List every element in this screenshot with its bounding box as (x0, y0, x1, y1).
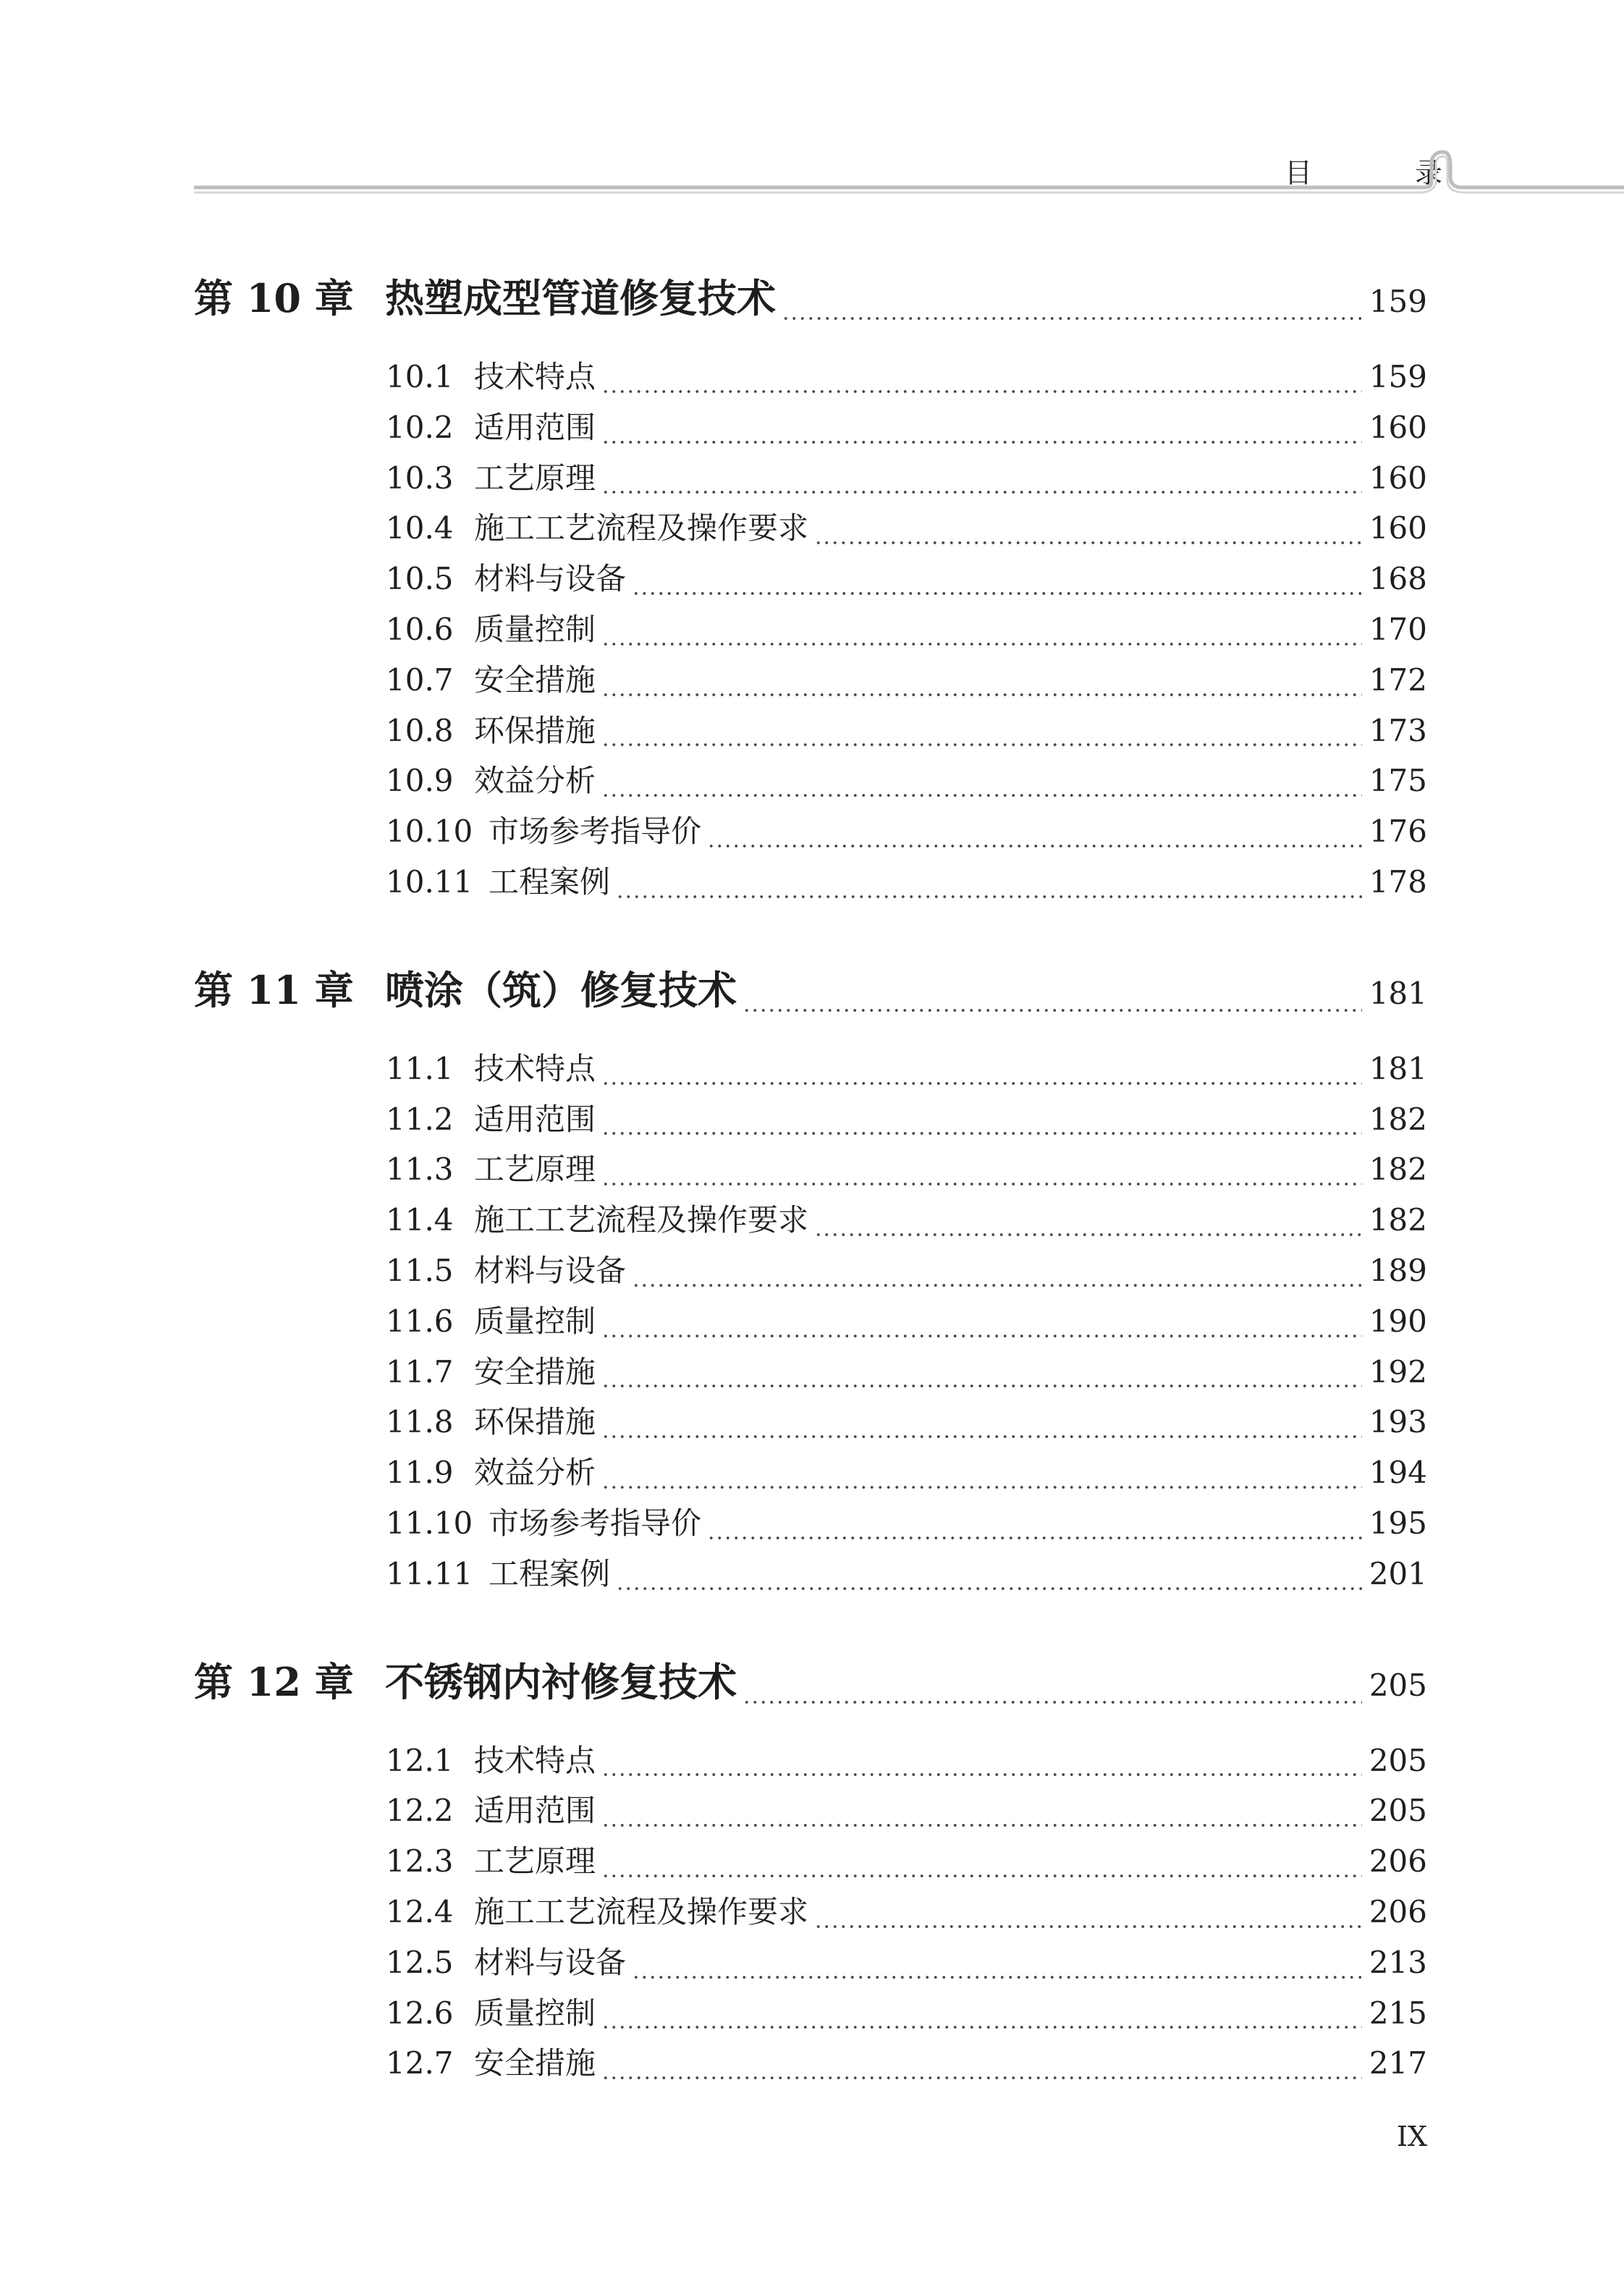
section-page-number: 190 (1369, 1303, 1427, 1339)
dot-leader (601, 1181, 1362, 1187)
section-number: 10.1 (386, 359, 454, 394)
header-rule (0, 145, 1624, 203)
section-page-number: 194 (1369, 1455, 1427, 1491)
section-page-number: 195 (1369, 1505, 1427, 1541)
dot-leader (707, 1535, 1362, 1541)
section-title: 安全措施 (474, 1353, 596, 1390)
section-title: 技术特点 (474, 359, 596, 394)
dot-leader (814, 1924, 1362, 1929)
toc-section-entry[interactable] (194, 555, 1427, 606)
section-title: 适用范围 (474, 1101, 596, 1137)
dot-leader (814, 540, 1362, 546)
chapter-title: 喷涂（筑）修复技术 (385, 966, 737, 1013)
header-title: 目 录 (1285, 157, 1481, 189)
section-title: 技术特点 (474, 1050, 596, 1086)
chapter-title: 热塑成型管道修复技术 (385, 275, 776, 321)
section-page-number: 176 (1369, 813, 1427, 850)
dot-leader (601, 1873, 1362, 1879)
section-number: 10.11 (386, 863, 473, 900)
dot-leader (743, 1007, 1362, 1013)
toc-section-entry[interactable] (194, 1298, 1427, 1348)
toc-section-entry[interactable] (194, 1096, 1427, 1146)
section-page-number: 189 (1369, 1252, 1427, 1288)
toc-section-entry[interactable] (194, 1247, 1427, 1298)
dot-leader (601, 2075, 1362, 2081)
toc-chapter-entry[interactable] (194, 268, 1427, 340)
section-page-number: 193 (1369, 1404, 1427, 1440)
section-title: 工艺原理 (474, 460, 596, 496)
section-number: 11.6 (386, 1303, 454, 1339)
section-title: 安全措施 (474, 662, 596, 698)
section-number: 10.8 (386, 712, 454, 748)
section-number: 11.10 (386, 1505, 473, 1541)
dot-leader (707, 843, 1362, 849)
toc-section-entry[interactable] (194, 1787, 1427, 1838)
dot-leader (601, 692, 1362, 698)
section-page-number: 160 (1369, 510, 1427, 546)
dot-leader (632, 591, 1362, 596)
dot-leader (601, 1333, 1362, 1339)
page-number: IX (1397, 2121, 1428, 2152)
dot-leader (601, 1081, 1362, 1086)
section-page-number: 205 (1369, 1742, 1427, 1778)
section-number: 12.1 (386, 1742, 454, 1778)
toc-section-entry[interactable] (194, 808, 1427, 858)
dot-leader (601, 1434, 1362, 1440)
section-page-number: 159 (1369, 359, 1427, 394)
section-number: 12.7 (386, 2045, 454, 2081)
section-number: 11.11 (386, 1555, 473, 1592)
section-number: 12.6 (386, 1995, 454, 2031)
chapter-page-number: 159 (1369, 284, 1427, 319)
dot-leader (601, 1130, 1362, 1136)
section-title: 工艺原理 (474, 1151, 596, 1188)
toc-section-entry[interactable] (194, 2040, 1427, 2090)
section-number: 11.7 (386, 1353, 454, 1390)
section-title: 材料与设备 (474, 1944, 627, 1980)
section-title: 环保措施 (474, 1404, 596, 1440)
dot-leader (601, 1383, 1362, 1389)
section-title: 市场参考指导价 (489, 1505, 702, 1541)
toc-section-entry[interactable] (194, 1449, 1427, 1500)
section-page-number: 201 (1369, 1555, 1427, 1592)
section-number: 11.8 (386, 1404, 454, 1440)
chapter-number: 第 11 章 (194, 966, 354, 1013)
section-page-number: 170 (1369, 611, 1427, 647)
section-number: 11.1 (386, 1050, 454, 1086)
section-title: 质量控制 (474, 611, 596, 647)
dot-leader (601, 1822, 1362, 1828)
toc-section-entry[interactable] (194, 1398, 1427, 1449)
section-title: 工艺原理 (474, 1843, 596, 1880)
section-title: 施工工艺流程及操作要求 (474, 1893, 809, 1929)
section-page-number: 206 (1369, 1843, 1427, 1880)
toc-section-entry[interactable] (194, 353, 1427, 404)
section-title: 质量控制 (474, 1303, 596, 1339)
dot-leader (616, 894, 1362, 900)
toc-chapter-entry[interactable] (194, 960, 1427, 1032)
toc-section-entry[interactable] (194, 858, 1427, 909)
toc-section-entry[interactable] (194, 606, 1427, 656)
section-page-number: 205 (1369, 1793, 1427, 1829)
section-title: 安全措施 (474, 2045, 596, 2081)
section-title: 工程案例 (489, 863, 611, 900)
toc-section-entry[interactable] (194, 656, 1427, 707)
dot-leader (601, 489, 1362, 495)
section-page-number: 160 (1369, 409, 1427, 445)
section-number: 10.5 (386, 561, 454, 597)
section-number: 11.9 (386, 1455, 454, 1491)
section-title: 环保措施 (474, 712, 596, 748)
section-number: 11.5 (386, 1252, 454, 1288)
toc-section-entry[interactable] (194, 1550, 1427, 1601)
section-number: 10.3 (386, 460, 454, 496)
section-number: 10.6 (386, 611, 454, 647)
section-number: 12.5 (386, 1944, 454, 1980)
section-page-number: 173 (1369, 712, 1427, 748)
section-number: 11.3 (386, 1151, 454, 1188)
toc-section-entry[interactable] (194, 1838, 1427, 1888)
section-page-number: 182 (1369, 1151, 1427, 1188)
section-page-number: 217 (1369, 2045, 1427, 2081)
section-title: 质量控制 (474, 1995, 596, 2031)
section-page-number: 192 (1369, 1353, 1427, 1390)
chapter-page-number: 181 (1369, 975, 1427, 1011)
toc-section-entry[interactable] (194, 504, 1427, 555)
dot-leader (814, 1232, 1362, 1238)
chapter-page-number: 205 (1369, 1667, 1427, 1703)
section-title: 市场参考指导价 (489, 813, 702, 850)
section-page-number: 206 (1369, 1893, 1427, 1929)
section-page-number: 178 (1369, 863, 1427, 900)
dot-leader (601, 742, 1362, 748)
section-number: 11.2 (386, 1101, 454, 1137)
section-title: 适用范围 (474, 409, 596, 445)
toc-section-entry[interactable] (194, 707, 1427, 758)
section-page-number: 181 (1369, 1050, 1427, 1086)
section-number: 10.10 (386, 813, 473, 850)
section-title: 效益分析 (474, 763, 596, 799)
section-title: 材料与设备 (474, 1252, 627, 1288)
toc-section-entry[interactable] (194, 1888, 1427, 1939)
section-page-number: 182 (1369, 1101, 1427, 1137)
toc-section-entry[interactable] (194, 1348, 1427, 1399)
section-page-number: 175 (1369, 763, 1427, 799)
dot-leader (601, 792, 1362, 798)
section-number: 10.4 (386, 510, 454, 546)
dot-leader (632, 1282, 1362, 1288)
section-title: 适用范围 (474, 1793, 596, 1829)
toc-section-entry[interactable] (194, 1737, 1427, 1788)
section-number: 12.4 (386, 1893, 454, 1929)
dot-leader (616, 1586, 1362, 1592)
section-number: 12.2 (386, 1793, 454, 1829)
section-title: 技术特点 (474, 1742, 596, 1778)
toc-chapter-entry[interactable] (194, 1652, 1427, 1724)
dot-leader (601, 2024, 1362, 2030)
chapter-title: 不锈钢内衬修复技术 (385, 1658, 737, 1705)
section-number: 10.9 (386, 763, 454, 799)
section-title: 施工工艺流程及操作要求 (474, 510, 809, 546)
toc-section-entry[interactable] (194, 1990, 1427, 2040)
dot-leader (782, 316, 1362, 321)
section-page-number: 172 (1369, 662, 1427, 698)
dot-leader (601, 1484, 1362, 1490)
chapter-number: 第 12 章 (194, 1658, 354, 1705)
dot-leader (601, 641, 1362, 647)
section-page-number: 182 (1369, 1202, 1427, 1238)
dot-leader (601, 439, 1362, 445)
section-number: 10.7 (386, 662, 454, 698)
dot-leader (601, 389, 1362, 394)
section-number: 12.3 (386, 1843, 454, 1880)
toc-section-entry[interactable] (194, 1500, 1427, 1550)
section-title: 工程案例 (489, 1555, 611, 1592)
section-page-number: 213 (1369, 1944, 1427, 1980)
dot-leader (632, 1974, 1362, 1980)
toc-section-entry[interactable] (194, 404, 1427, 455)
section-title: 效益分析 (474, 1455, 596, 1491)
section-number: 10.2 (386, 409, 454, 445)
toc-section-entry[interactable] (194, 757, 1427, 808)
section-number: 11.4 (386, 1202, 454, 1238)
chapter-number: 第 10 章 (194, 275, 354, 321)
section-page-number: 168 (1369, 561, 1427, 597)
section-title: 材料与设备 (474, 561, 627, 597)
section-title: 施工工艺流程及操作要求 (474, 1202, 809, 1238)
toc-section-entry[interactable] (194, 1146, 1427, 1196)
toc-section-entry[interactable] (194, 455, 1427, 505)
toc-section-entry[interactable] (194, 1045, 1427, 1096)
section-page-number: 160 (1369, 460, 1427, 496)
dot-leader (601, 1772, 1362, 1778)
toc-section-entry[interactable] (194, 1196, 1427, 1247)
section-page-number: 215 (1369, 1995, 1427, 2031)
toc-section-entry[interactable] (194, 1939, 1427, 1990)
dot-leader (743, 1699, 1362, 1705)
table-of-contents (194, 268, 1427, 2090)
